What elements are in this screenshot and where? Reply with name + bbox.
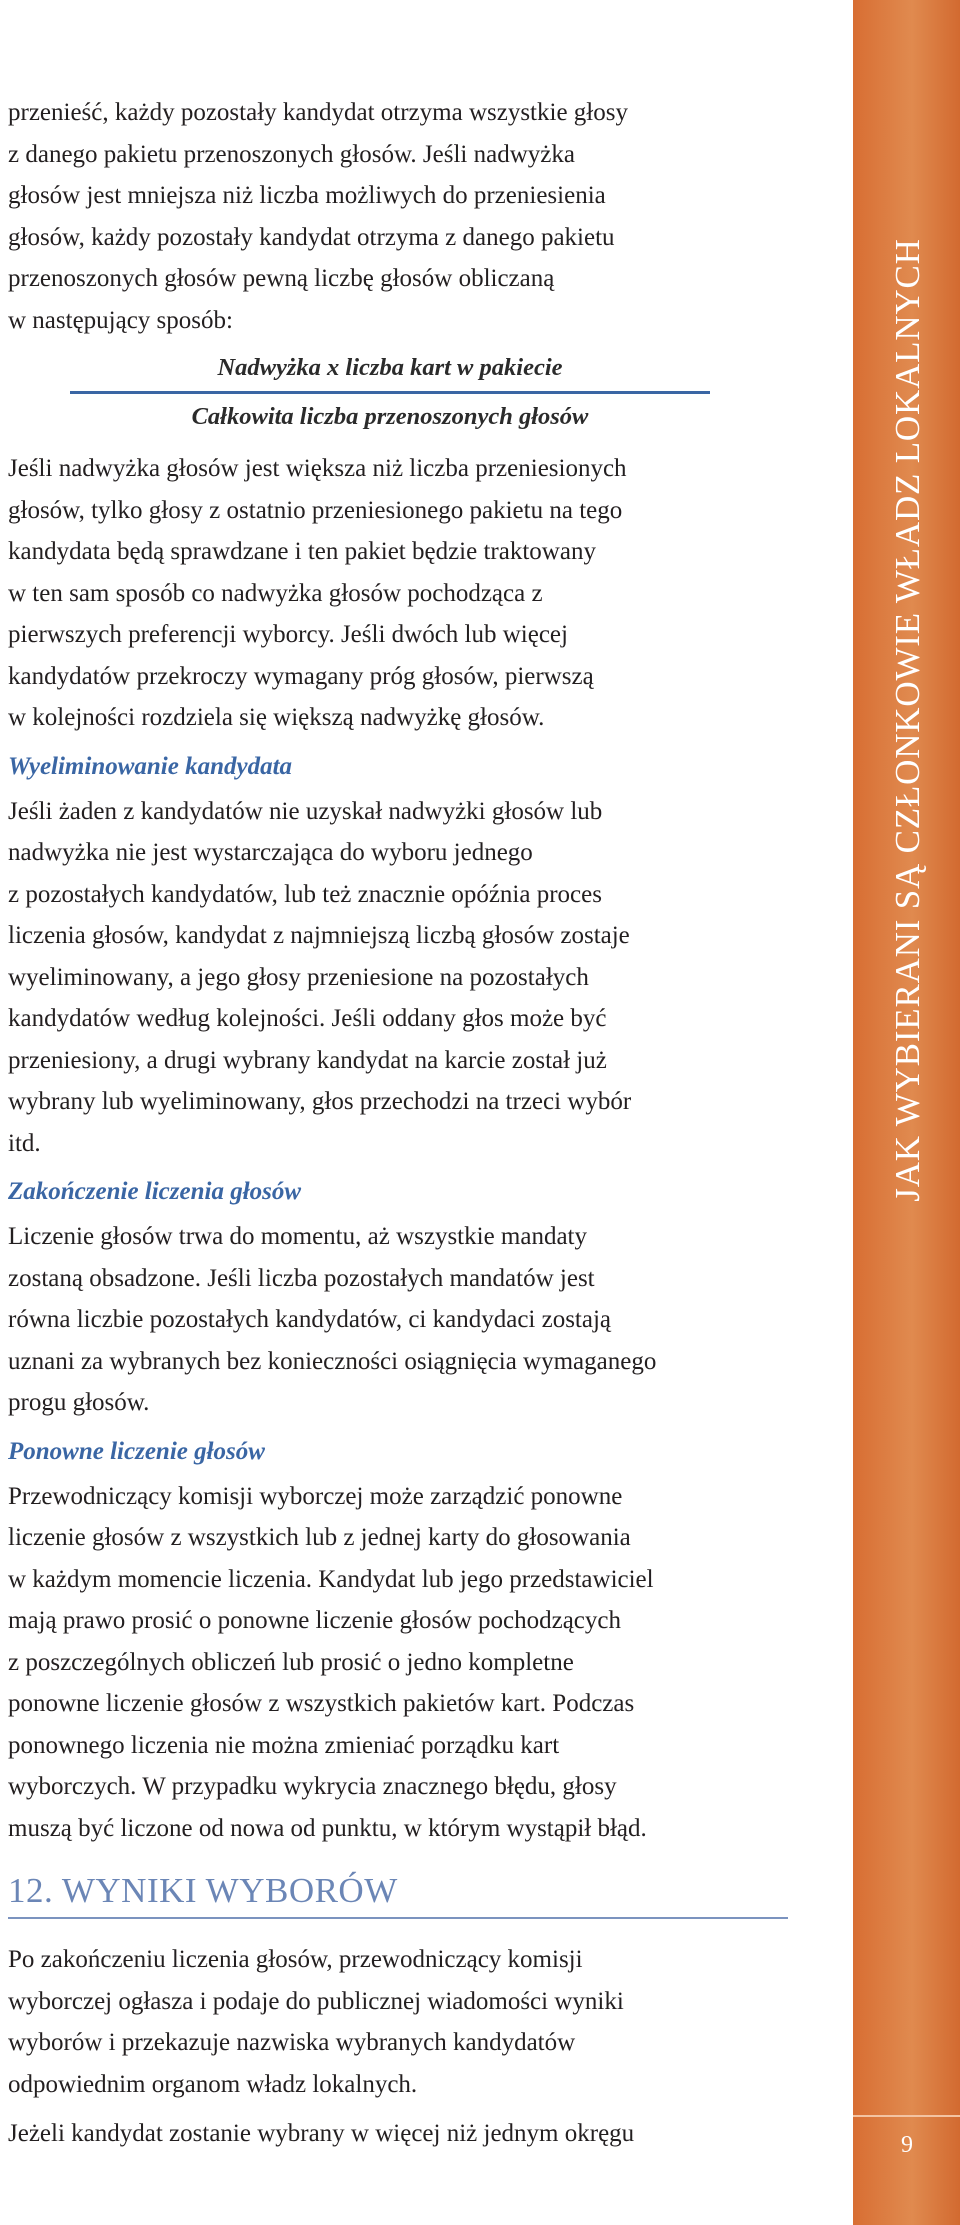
text-line: Liczenie głosów trwa do momentu, aż wszystkie mandaty <box>8 1223 588 1250</box>
results-paragraph-continued <box>8 2113 788 2155</box>
subheading-end-count: Zakończenie liczenia głosów <box>8 1178 302 1205</box>
text-line: z pozostałych kandydatów, lub też znacznie opóźnia proces <box>8 880 602 908</box>
subheading-elimination: Wyeliminowanie kandydata <box>8 752 293 780</box>
text-line: odpowiednim organom władz lokalnych. <box>8 2070 418 2098</box>
text-line: w ten sam sposób co nadwyżka głosów pochodząca z <box>8 579 543 607</box>
text-line: Jeśli nadwyżka głosów jest większa niż liczba przeniesionych <box>8 455 627 482</box>
text-line: przenoszonych głosów pewną liczbę głosów obliczaną <box>8 265 555 292</box>
text-line: liczenie głosów z wszystkich lub z jednej karty do głosowania <box>8 1524 631 1551</box>
text-line: wyborów i przekazuje nazwiska wybranych kandydatów <box>8 2029 576 2056</box>
text-line: muszą być liczone od nowa od punktu, w którym wystąpił błąd. <box>8 1814 647 1842</box>
text-line: Jeśli żaden z kandydatów nie uzyskał nadwyżki głosów lub <box>8 797 603 825</box>
text-line: Jeżeli kandydat zostanie wybrany w więcej niż jednym okręgu <box>8 2120 635 2147</box>
section-heading-results: 12. WYNIKI WYBORÓW <box>8 1869 788 1919</box>
text-line: ponownego liczenia nie można zmieniać porządku kart <box>8 1731 560 1759</box>
page-number: 9 <box>901 2132 913 2158</box>
formula-numerator: Nadwyżka x liczba kart w pakiecie <box>70 349 710 394</box>
text-line: liczenia głosów, kandydat z najmniejszą liczbą głosów zostaje <box>8 922 630 949</box>
elimination-paragraph <box>8 791 788 1165</box>
text-line: nadwyżka nie jest wystarczająca do wyboru jednego <box>8 839 533 866</box>
text-line: Przewodniczący komisji wyborczej może zarządzić ponowne <box>8 1482 623 1510</box>
text-line: mają prawo prosić o ponowne liczenie głosów pochodzących <box>8 1607 621 1634</box>
chapter-sidebar <box>853 0 960 2225</box>
text-line: wyborczych. W przypadku wykrycia znacznego błędu, głosy <box>8 1773 617 1800</box>
results-paragraph <box>8 1939 788 2105</box>
text-line: równa liczbie pozostałych kandydatów, ci kandydaci zostają <box>8 1306 612 1333</box>
text-line: pierwszych preferencji wyborcy. Jeśli dwóch lub więcej <box>8 621 568 648</box>
recount-paragraph <box>8 1476 788 1850</box>
text-line: wybrany lub wyeliminowany, głos przechodzi na trzeci wybór <box>8 1088 632 1115</box>
text-line: głosów, każdy pozostały kandydat otrzyma z danego pakietu <box>8 223 615 251</box>
formula-denominator: Całkowita liczba przenoszonych głosów <box>191 403 589 430</box>
surplus-formula <box>70 349 710 438</box>
text-line: przenieść, każdy pozostały kandydat otrzyma wszystkie głosy <box>8 99 628 126</box>
intro-paragraph <box>8 92 788 341</box>
text-line: przeniesiony, a drugi wybrany kandydat na karcie został już <box>8 1046 607 1074</box>
text-line: Po zakończeniu liczenia głosów, przewodniczący komisji <box>8 1946 583 1973</box>
text-line: w każdym momencie liczenia. Kandydat lub jego przedstawiciel <box>8 1565 654 1593</box>
sidebar-chapter-title: JAK WYBIERANI SĄ CZŁONKOWIE WŁADZ LOKALNYCH <box>888 238 927 1202</box>
end-count-paragraph <box>8 1216 788 1424</box>
text-line: kandydata będą sprawdzane i ten pakiet będzie traktowany <box>8 538 596 565</box>
page-content <box>8 92 788 2163</box>
text-line: z danego pakietu przenoszonych głosów. Jeśli nadwyżka <box>8 140 575 168</box>
text-line: głosów jest mniejsza niż liczba możliwych do przeniesienia <box>8 182 606 209</box>
text-line: wyborczej ogłasza i podaje do publicznej wiadomości wyniki <box>8 1987 624 2015</box>
surplus-paragraph <box>8 448 788 739</box>
text-line: ponowne liczenie głosów z wszystkich pakietów kart. Podczas <box>8 1690 635 1717</box>
sidebar-divider <box>853 2115 960 2117</box>
text-line: itd. <box>8 1129 41 1157</box>
text-line: kandydatów przekroczy wymagany próg głosów, pierwszą <box>8 662 594 690</box>
text-line: z poszczególnych obliczeń lub prosić o jedno kompletne <box>8 1648 574 1676</box>
text-line: uznani za wybranych bez konieczności osiągnięcia wymaganego <box>8 1347 657 1375</box>
text-line: w następujący sposób: <box>8 306 233 334</box>
text-line: zostaną obsadzone. Jeśli liczba pozostałych mandatów jest <box>8 1264 595 1292</box>
text-line: wyeliminowany, a jego głosy przeniesione na pozostałych <box>8 963 589 991</box>
subheading-recount: Ponowne liczenie głosów <box>8 1437 265 1465</box>
text-line: w kolejności rozdziela się większą nadwyżkę głosów. <box>8 704 545 731</box>
text-line: kandydatów według kolejności. Jeśli oddany głos może być <box>8 1005 607 1032</box>
text-line: głosów, tylko głosy z ostatnio przeniesionego pakietu na tego <box>8 496 623 524</box>
text-line: progu głosów. <box>8 1389 150 1416</box>
